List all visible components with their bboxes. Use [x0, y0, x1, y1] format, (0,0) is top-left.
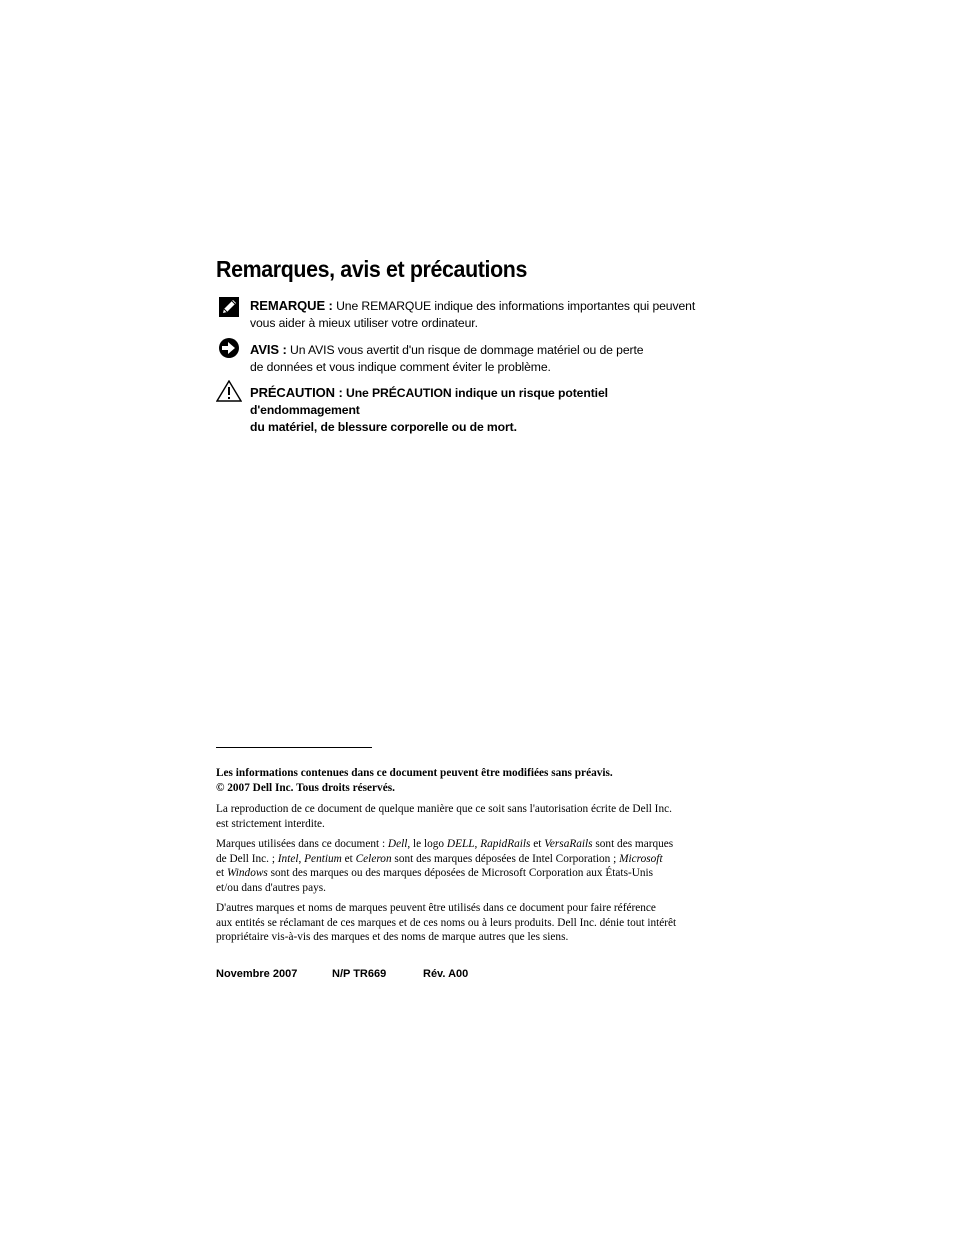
footer-date: Novembre 2007	[216, 968, 298, 980]
trademarks-text: et	[216, 867, 227, 879]
footer-revision: Rév. A00	[423, 968, 469, 980]
divider-rule	[216, 747, 372, 748]
trademarks-text: , le logo	[407, 838, 447, 850]
trademarks-text: ,	[298, 852, 305, 865]
other-trademarks-line2: aux entités se réclamant de ces marques et de ces noms ou à leurs produits. Dell Inc. dénie tout intérêt	[216, 916, 677, 929]
arrow-circle-icon	[216, 337, 242, 359]
note-remarque	[250, 297, 720, 332]
note-avis-text-line1: Un AVIS vous avertit d'un risque de dommage matériel ou de perte	[290, 343, 644, 357]
trademarks-text: sont des marques déposées de Intel Corporation ;	[391, 852, 620, 865]
legal-notice	[216, 766, 716, 795]
reproduction-line2: est strictement interdite.	[216, 817, 325, 830]
trademarks-text: de Dell Inc. ;	[216, 852, 278, 865]
trademark-pentium: Pentium	[304, 852, 342, 865]
trademarks-text: sont des marques ou des marques déposées de Microsoft Corporation aux États-Unis	[267, 867, 654, 879]
note-remarque-label: REMARQUE :	[250, 298, 333, 313]
note-precaution-text-line1: Une PRÉCAUTION indique un risque potentiel d'endommagement	[250, 386, 608, 417]
trademark-versarails: VersaRails	[544, 838, 593, 850]
reproduction-notice	[216, 802, 716, 831]
trademarks-text: ,	[474, 838, 481, 850]
note-precaution-label: PRÉCAUTION :	[250, 385, 343, 400]
trademark-rapidrails: RapidRails	[480, 838, 531, 850]
note-avis-label: AVIS :	[250, 342, 287, 357]
trademarks-text: et	[530, 838, 545, 850]
copyright-line: © 2007 Dell Inc. Tous droits réservés.	[216, 781, 395, 794]
note-precaution	[250, 384, 720, 436]
note-avis-text-line2: de données et vous indique comment éviter le problème.	[250, 360, 551, 374]
trademark-intel: Intel	[277, 852, 299, 865]
page-title: Remarques, avis et précautions	[216, 256, 528, 282]
trademarks-text: Marques utilisées dans ce document :	[216, 838, 388, 850]
other-trademarks-paragraph	[216, 901, 716, 945]
note-avis	[250, 341, 720, 376]
note-remarque-text-line2: vous aider à mieux utiliser votre ordinateur.	[250, 316, 478, 330]
trademarks-text: et/ou dans d'autres pays.	[216, 881, 326, 894]
trademark-microsoft: Microsoft	[619, 852, 663, 865]
trademarks-text: et	[341, 852, 356, 865]
other-trademarks-line3: propriétaire vis-à-vis des marques et des noms de marque autres que les siens.	[216, 931, 569, 943]
trademark-celeron: Celeron	[355, 852, 392, 865]
trademark-dell-logo: DELL	[446, 838, 475, 850]
footer-part-number: N/P TR669	[332, 968, 387, 980]
legal-notice-line1: Les informations contenues dans ce document peuvent être modifiées sans préavis.	[216, 767, 613, 779]
warning-triangle-icon	[216, 380, 242, 402]
trademark-windows: Windows	[226, 867, 268, 879]
reproduction-line1: La reproduction de ce document de quelque manière que ce soit sans l'autorisation écrite de Dell Inc.	[216, 803, 672, 815]
other-trademarks-line1: D'autres marques et noms de marques peuvent être utilisés dans ce document pour faire référence	[216, 902, 656, 914]
trademarks-paragraph	[216, 837, 716, 895]
trademark-dell: Dell	[387, 838, 408, 850]
pencil-note-icon	[216, 296, 242, 318]
note-precaution-text-line2: du matériel, de blessure corporelle ou de mort.	[250, 420, 517, 434]
note-remarque-text-line1: Une REMARQUE indique des informations importantes qui peuvent	[336, 299, 696, 313]
trademarks-text: sont des marques	[592, 838, 674, 850]
